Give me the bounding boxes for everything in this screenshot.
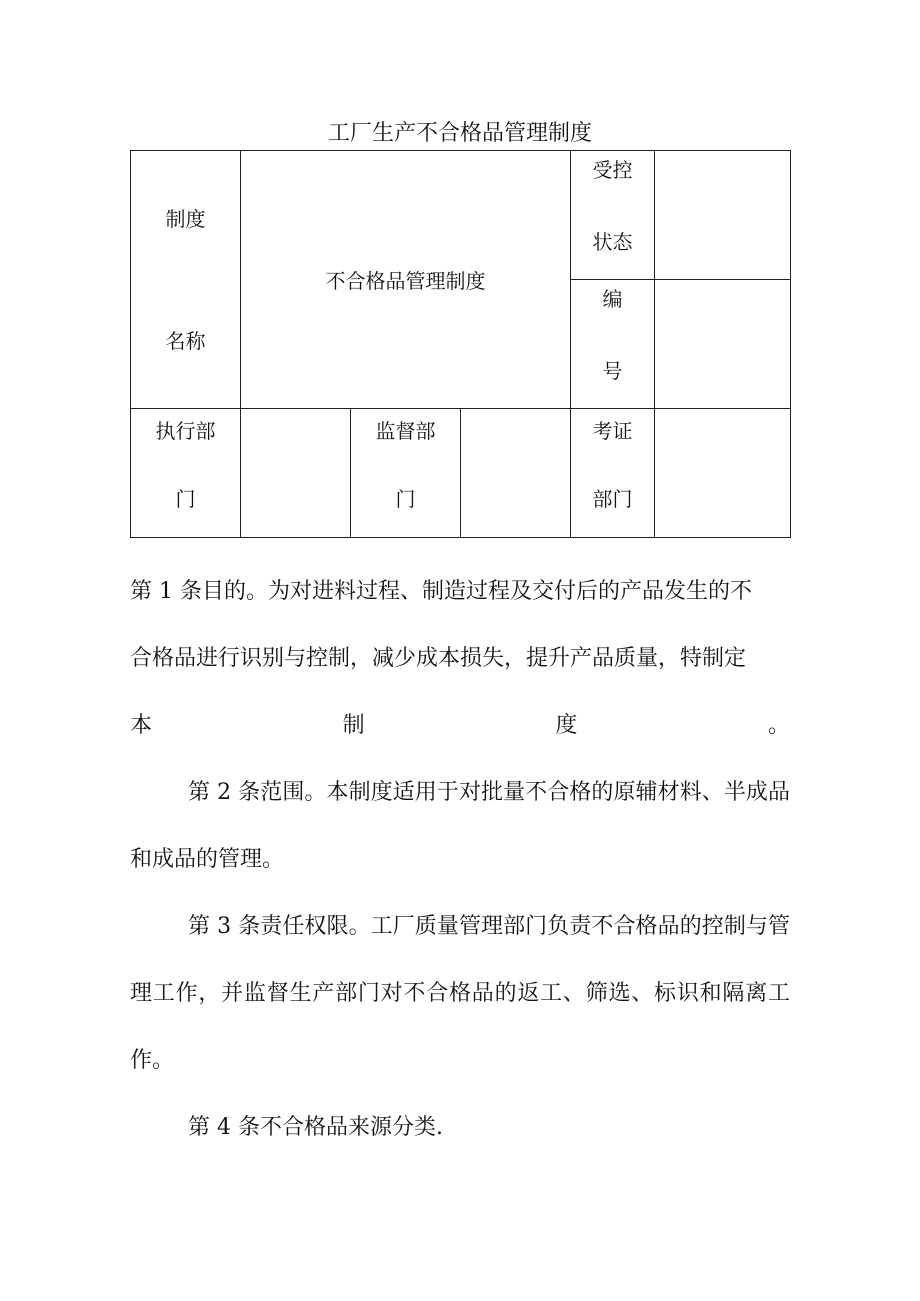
supervise-label-line-2: 门 bbox=[395, 487, 416, 511]
article-1-char-1: 本 bbox=[130, 713, 153, 738]
control-value-cell bbox=[655, 151, 791, 280]
article-1-line-3 bbox=[130, 692, 790, 759]
exec-label-line-1: 执行部 bbox=[155, 419, 216, 443]
exec-label-line-2: 门 bbox=[175, 487, 196, 511]
name-label-cell bbox=[131, 151, 241, 409]
article-3: 第 3 条责任权限。工厂质量管理部门负责不合格品的控制与管理工作，并监督生产部门对不合格品的返工、筛选、标识和隔离工作。 bbox=[130, 914, 790, 1073]
name-label-line-1: 制度 bbox=[165, 206, 206, 231]
code-label-line-1: 编 bbox=[602, 287, 623, 311]
exec-label-cell bbox=[131, 409, 241, 538]
verify-label-line-1: 考证 bbox=[592, 419, 633, 443]
exec-value-cell bbox=[241, 409, 351, 538]
code-label-cell bbox=[571, 280, 655, 409]
control-label-line-1: 受控 bbox=[592, 158, 633, 182]
article-1-char-3: 度 bbox=[555, 713, 578, 738]
supervise-value-cell bbox=[461, 409, 571, 538]
body-text bbox=[130, 558, 790, 1161]
supervise-label-line-1: 监督部 bbox=[375, 419, 436, 443]
article-1 bbox=[130, 558, 790, 759]
article-1-line-1: 第 1 条目的。为对进料过程、制造过程及交付后的产品发生的不 bbox=[130, 579, 752, 604]
name-value: 不合格品管理制度 bbox=[325, 269, 486, 293]
article-2: 第 2 条范围。本制度适用于对批量不合格的原辅材料、半成品和成品的管理。 bbox=[130, 780, 790, 872]
verify-label-line-2: 部门 bbox=[592, 487, 633, 511]
article-4: 第 4 条不合格品来源分类. bbox=[188, 1115, 443, 1140]
document-title: 工厂生产不合格品管理制度 bbox=[327, 121, 592, 146]
verify-value-cell bbox=[655, 409, 791, 538]
header-table bbox=[130, 150, 791, 538]
name-label-line-2: 名称 bbox=[165, 328, 206, 353]
article-1-line-2: 合格品进行识别与控制，减少成本损失，提升产品质量，特制定 bbox=[130, 646, 747, 671]
code-value-cell bbox=[655, 280, 791, 409]
control-label-cell bbox=[571, 151, 655, 280]
article-1-char-2: 制 bbox=[342, 713, 365, 738]
article-1-char-4: 。 bbox=[767, 713, 790, 738]
name-value-cell bbox=[241, 151, 571, 409]
supervise-label-cell bbox=[351, 409, 461, 538]
control-label-line-2: 状态 bbox=[592, 230, 633, 254]
code-label-line-2: 号 bbox=[602, 359, 623, 383]
verify-label-cell bbox=[571, 409, 655, 538]
